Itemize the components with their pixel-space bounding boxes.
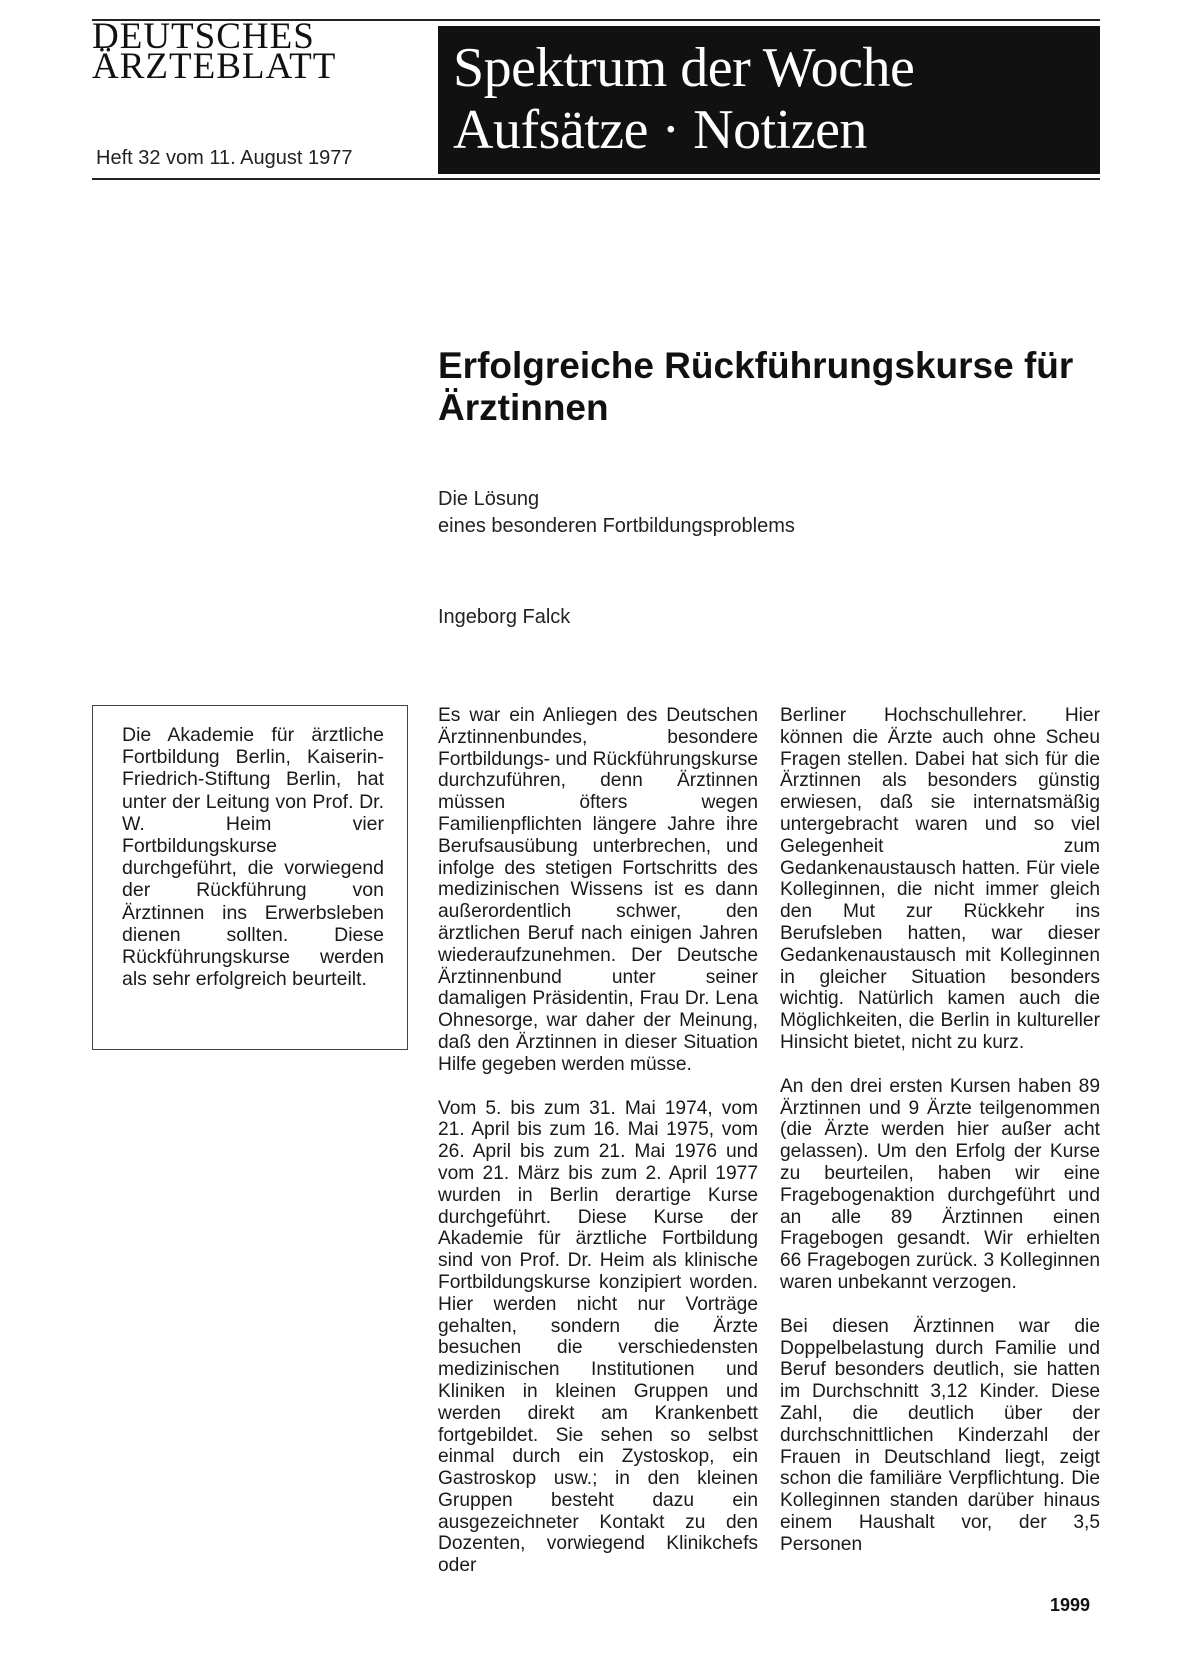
body-column-1 <box>438 705 758 1599</box>
banner-line-1: Spektrum der Woche <box>453 37 915 99</box>
section-banner-text <box>453 37 1093 161</box>
paragraph: Bei diesen Ärztinnen war die Doppelbelastung durch Familie und Beruf besonders deutlich, sie hatten im Durchschnitt 3,12 Kinder. Diese Zahl, die deutlich über der durchschnittlichen Kinderzahl der Frauen in Deutschland liegt, zeigt schon die familiäre Verpflichtung. Die Kolleginnen standen darüber hinaus einem Haushalt vor, der 3,5 Personen <box>780 1315 1100 1555</box>
subtitle-line-2: eines besonderen Fortbildungsproblems <box>438 515 795 537</box>
article-author: Ingeborg Falck <box>438 606 571 628</box>
abstract-text: Die Akademie für ärztliche Fortbildung Berlin, Kaiserin-Friedrich-Stiftung Berlin, hat unter der Leitung von Prof. Dr. W. Heim vier Fortbildungskurse durchgeführt, die vorwiegend der Rückführung von Ärztinnen ins Erwerbsleben dienen sollten. Diese Rückführungskurse werden als sehr erfolgreich beurteilt. <box>122 724 384 991</box>
issue-date: Heft 32 vom 11. August 1977 <box>96 147 353 169</box>
article-title: Erfolgreiche Rückführungskurse für Ärztinnen <box>438 345 1074 428</box>
article-subtitle <box>438 486 1098 540</box>
subtitle-line-1: Die Lösung <box>438 488 540 510</box>
masthead-logo: DEUTSCHES ÄRZTEBLATT <box>92 16 337 87</box>
paragraph: An den drei ersten Kursen haben 89 Ärztinnen und 9 Ärzte teilgenommen (die Ärzte werden hier außer acht gelassen). Um den Erfolg der Kurse zu beurteilen, haben wir eine Fragebogenaktion durchgeführt und an alle 89 Ärztinnen einen Fragebogen gesandt. Wir erhielten 66 Fragebogen zurück. 3 Kolleginnen waren unbekannt verzogen. <box>780 1075 1100 1293</box>
header-bottom-rule <box>92 178 1100 180</box>
paragraph: Es war ein Anliegen des Deutschen Ärztinnenbundes, besondere Fortbildungs- und Rückführungskurse durchzuführen, denn Ärztinnen müssen öfters wegen Familienpflichten längere Jahre ihre Berufsausübung unterbrechen, und infolge des stetigen Fortschritts des medizinischen Wissens ist es dann außerordentlich schwer, den ärztlichen Beruf nach einigen Jahren wiederaufzunehmen. Der Deutsche Ärztinnenbund unter seiner damaligen Präsidentin, Frau Dr. Lena Ohnesorge, war daher der Meinung, daß den Ärztinnen in dieser Situation Hilfe gegeben werden müsse. <box>438 705 758 1075</box>
body-column-2 <box>780 705 1100 1577</box>
banner-line-2: Aufsätze · Notizen <box>453 99 867 161</box>
page-number: 1999 <box>1050 1595 1091 1615</box>
paragraph: Berliner Hochschullehrer. Hier können die Ärzte auch ohne Scheu Fragen stellen. Dabei hat sich für die Ärztinnen als besonders günstig erwiesen, daß sie internatsmäßig untergebracht waren und so viel Gelegenheit zum Gedankenaustausch hatten. Für viele Kolleginnen, die nicht immer gleich den Mut zur Rückkehr ins Berufsleben hatten, war dieser Gedankenaustausch mit Kolleginnen in gleicher Situation besonders wichtig. Natürlich kamen auch die Möglichkeiten, die Berlin in kultureller Hinsicht bietet, nicht zu kurz. <box>780 705 1100 1053</box>
paragraph: Vom 5. bis zum 31. Mai 1974, vom 21. April bis zum 16. Mai 1975, vom 26. April bis zum 21. Mai 1976 und vom 21. März bis zum 2. April 1977 wurden in Berlin derartige Kurse durchgeführt. Diese Kurse der Akademie für ärztliche Fortbildung sind von Prof. Dr. Heim als klinische Fortbildungskurse konzipiert worden. Hier werden nicht nur Vorträge gehalten, sondern die Ärzte besuchen die verschiedensten medizinischen Institutionen und Kliniken in kleinen Gruppen und werden direkt am Krankenbett fortgebildet. Sie sehen so selbst einmal durch ein Zystoskop, ein Gastroskop usw.; in den kleinen Gruppen besteht dazu ein ausgezeichneter Kontakt zu den Dozenten, vorwiegend Klinikchefs oder <box>438 1097 758 1577</box>
